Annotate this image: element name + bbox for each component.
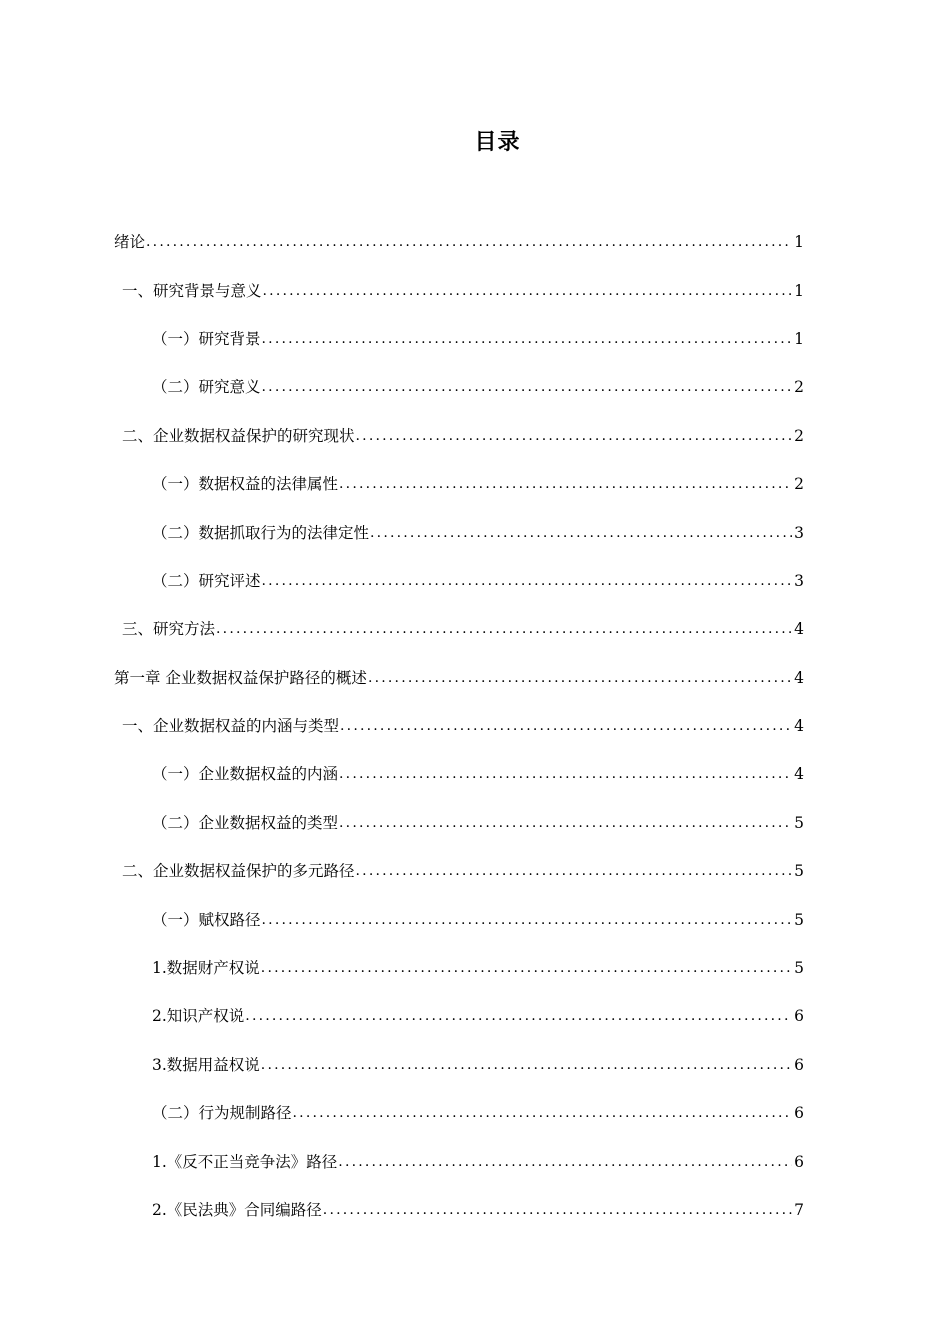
toc-dot-leader bbox=[215, 614, 792, 644]
toc-dot-leader bbox=[339, 711, 792, 741]
toc-entry[interactable] bbox=[114, 315, 804, 363]
toc-entry[interactable] bbox=[114, 412, 804, 460]
toc-page-number: 2 bbox=[794, 426, 804, 445]
toc-entry[interactable] bbox=[114, 847, 804, 895]
toc-page-number: 4 bbox=[794, 668, 804, 687]
toc-dot-leader bbox=[338, 759, 792, 789]
toc-page-number: 4 bbox=[794, 717, 804, 736]
toc-page-number: 5 bbox=[794, 959, 804, 978]
toc-dot-leader bbox=[338, 469, 792, 499]
toc-page-number: 6 bbox=[794, 1007, 804, 1026]
toc-entry[interactable] bbox=[114, 557, 804, 605]
toc-dot-leader bbox=[261, 905, 793, 935]
toc-entry-text: 一、企业数据权益的内涵与类型 bbox=[122, 717, 340, 736]
toc-page-number: 1 bbox=[794, 329, 804, 348]
toc-entry[interactable] bbox=[114, 460, 804, 508]
toc-page-number: 6 bbox=[794, 1055, 804, 1074]
toc-page-number: 5 bbox=[794, 910, 804, 929]
toc-entry[interactable] bbox=[114, 944, 804, 992]
toc-entry[interactable] bbox=[114, 1186, 804, 1234]
toc-entry[interactable] bbox=[114, 702, 804, 750]
toc-entry-text: （二）研究评述 bbox=[152, 571, 261, 590]
toc-dot-leader bbox=[261, 372, 793, 402]
toc-entry-text: 三、研究方法 bbox=[122, 620, 216, 639]
toc-entry[interactable] bbox=[114, 508, 804, 556]
toc-entry-text: 2.知识产权说 bbox=[152, 1007, 245, 1026]
toc-page-number: 7 bbox=[794, 1201, 804, 1219]
toc-entry-text: （二）企业数据权益的类型 bbox=[152, 813, 339, 832]
toc-entry-text: 1.数据财产权说 bbox=[152, 959, 260, 978]
toc-entry-text: 第一章 企业数据权益保护路径的概述 bbox=[114, 668, 367, 687]
toc-dot-leader bbox=[260, 953, 792, 983]
toc-dot-leader bbox=[292, 1098, 793, 1128]
toc-entry[interactable] bbox=[114, 750, 804, 798]
toc-entry-text: （一）研究背景 bbox=[152, 329, 261, 348]
toc-entry[interactable] bbox=[114, 799, 804, 847]
toc-page-number: 1 bbox=[794, 233, 804, 252]
toc-entry-text: （二）研究意义 bbox=[152, 378, 261, 397]
toc-entry-text: （二）行为规制路径 bbox=[152, 1104, 292, 1123]
toc-page-number: 6 bbox=[794, 1152, 804, 1171]
toc-dot-leader bbox=[369, 518, 792, 548]
toc-title: 目录 bbox=[474, 130, 521, 155]
toc-entry-text: 1.《反不正当竞争法》路径 bbox=[152, 1152, 338, 1171]
toc-entry-text: （二）数据抓取行为的法律定性 bbox=[152, 523, 370, 542]
toc-dot-leader bbox=[261, 324, 793, 354]
toc-entry[interactable] bbox=[114, 363, 804, 411]
toc-entry-text: （一）赋权路径 bbox=[152, 910, 261, 929]
toc-page-number: 2 bbox=[794, 378, 804, 397]
toc-page-number: 3 bbox=[794, 523, 804, 542]
toc-dot-leader bbox=[338, 808, 792, 838]
toc-page-number: 6 bbox=[794, 1104, 804, 1123]
toc-dot-leader bbox=[355, 421, 793, 451]
toc-entry[interactable] bbox=[114, 266, 804, 314]
toc-entry[interactable] bbox=[114, 218, 804, 266]
toc-entry-text: 二、企业数据权益保护的研究现状 bbox=[122, 426, 355, 445]
toc-entry[interactable] bbox=[114, 1137, 804, 1185]
toc-entry[interactable] bbox=[114, 1041, 804, 1089]
toc-dot-leader bbox=[145, 227, 792, 257]
toc-entry[interactable] bbox=[114, 605, 804, 653]
toc-entry-text: 二、企业数据权益保护的多元路径 bbox=[122, 862, 355, 881]
toc-entry-text: （一）数据权益的法律属性 bbox=[152, 475, 339, 494]
toc-entry[interactable] bbox=[114, 992, 804, 1040]
toc-entry[interactable] bbox=[114, 1089, 804, 1137]
toc-dot-leader bbox=[261, 566, 793, 596]
toc-entry-text: （一）企业数据权益的内涵 bbox=[152, 765, 339, 784]
toc-page-number: 3 bbox=[794, 571, 804, 590]
toc-entry[interactable] bbox=[114, 654, 804, 702]
toc-dot-leader bbox=[262, 276, 793, 306]
toc-entry-text: 2.《民法典》合同编路径 bbox=[152, 1201, 322, 1219]
toc-dot-leader bbox=[322, 1195, 792, 1225]
toc-page-number: 2 bbox=[794, 475, 804, 494]
toc-dot-leader bbox=[337, 1147, 792, 1177]
toc-page-number: 4 bbox=[794, 765, 804, 784]
toc-dot-leader bbox=[260, 1050, 792, 1080]
table-of-contents bbox=[114, 218, 804, 1234]
toc-page-number: 1 bbox=[794, 281, 804, 300]
toc-dot-leader bbox=[367, 663, 792, 693]
toc-dot-leader bbox=[244, 1001, 792, 1031]
toc-page-number: 5 bbox=[794, 862, 804, 881]
toc-entry-text: 绪论 bbox=[114, 233, 146, 252]
toc-dot-leader bbox=[355, 856, 793, 886]
toc-page-number: 4 bbox=[794, 620, 804, 639]
toc-page-number: 5 bbox=[794, 813, 804, 832]
toc-entry-text: 一、研究背景与意义 bbox=[122, 281, 262, 300]
toc-entry-text: 3.数据用益权说 bbox=[152, 1055, 260, 1074]
toc-entry[interactable] bbox=[114, 895, 804, 943]
